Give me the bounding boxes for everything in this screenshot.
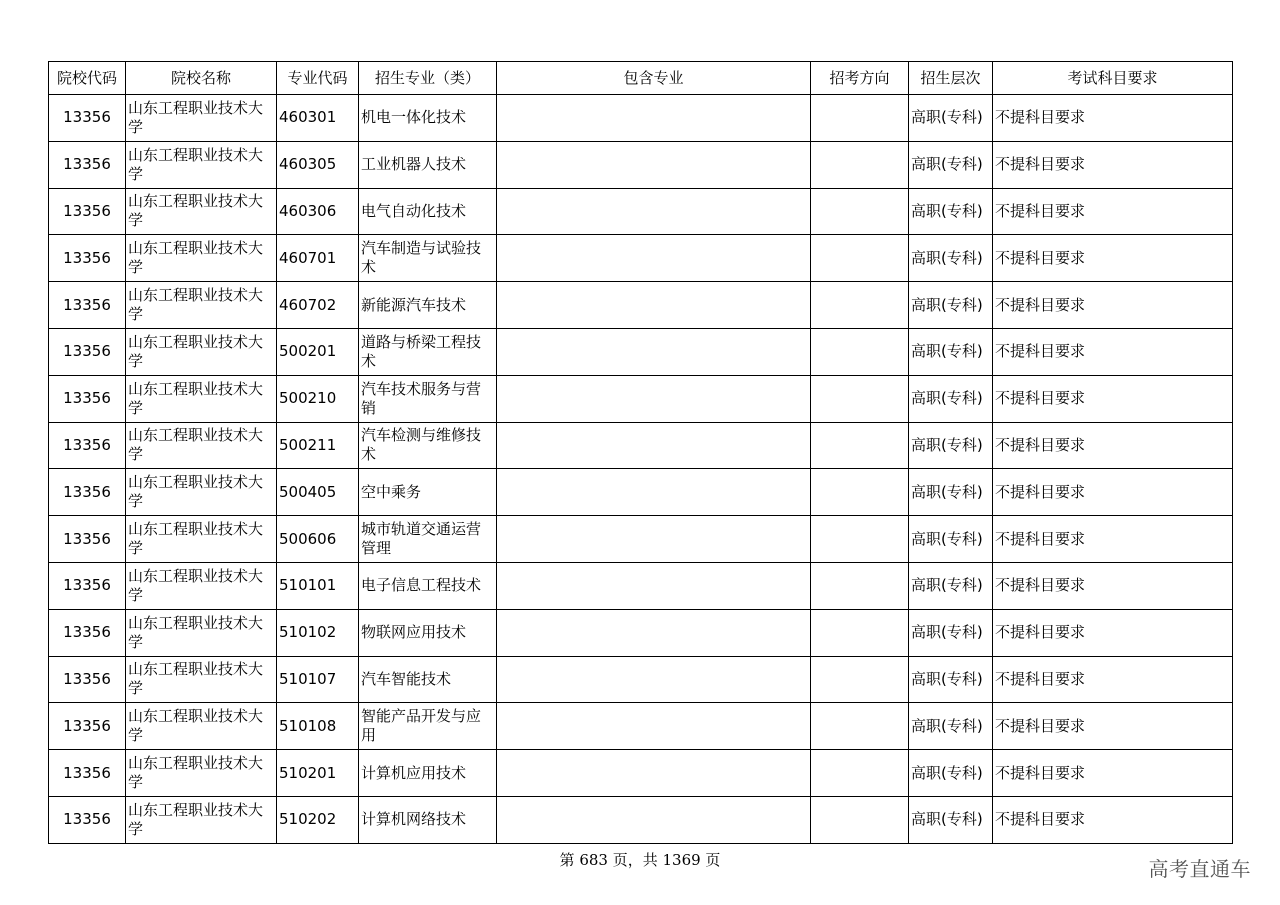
cell-requirement: 不提科目要求 xyxy=(993,469,1233,516)
table-row xyxy=(49,796,1233,843)
admission-table xyxy=(48,61,1233,844)
cell-included-majors xyxy=(497,375,811,422)
table-row xyxy=(49,609,1233,656)
cell-included-majors xyxy=(497,562,811,609)
cell-included-majors xyxy=(497,188,811,235)
watermark: 高考直通车 xyxy=(1148,857,1251,881)
cell-major-code: 510202 xyxy=(277,796,359,843)
cell-direction xyxy=(811,141,909,188)
table-row xyxy=(49,469,1233,516)
cell-included-majors xyxy=(497,656,811,703)
table-row xyxy=(49,562,1233,609)
cell-included-majors xyxy=(497,469,811,516)
cell-included-majors xyxy=(497,282,811,329)
table-body xyxy=(49,95,1233,844)
cell-requirement: 不提科目要求 xyxy=(993,609,1233,656)
table-row xyxy=(49,188,1233,235)
cell-school-name: 山东工程职业技术大学 xyxy=(126,141,277,188)
cell-direction xyxy=(811,562,909,609)
cell-school-code: 13356 xyxy=(49,141,126,188)
cell-level: 高职(专科) xyxy=(909,141,993,188)
cell-school-name: 山东工程职业技术大学 xyxy=(126,95,277,142)
header-major-code: 专业代码 xyxy=(277,62,359,95)
cell-major-code: 500201 xyxy=(277,328,359,375)
cell-included-majors xyxy=(497,141,811,188)
cell-major-code: 500210 xyxy=(277,375,359,422)
cell-direction xyxy=(811,188,909,235)
cell-major-code: 510101 xyxy=(277,562,359,609)
table-row xyxy=(49,750,1233,797)
cell-major-code: 500606 xyxy=(277,516,359,563)
cell-direction xyxy=(811,282,909,329)
cell-level: 高职(专科) xyxy=(909,95,993,142)
header-school-code: 院校代码 xyxy=(49,62,126,95)
cell-major: 汽车技术服务与营销 xyxy=(359,375,497,422)
cell-major-code: 460306 xyxy=(277,188,359,235)
cell-major-code: 460301 xyxy=(277,95,359,142)
cell-requirement: 不提科目要求 xyxy=(993,95,1233,142)
cell-level: 高职(专科) xyxy=(909,282,993,329)
cell-direction xyxy=(811,703,909,750)
cell-included-majors xyxy=(497,750,811,797)
cell-major: 机电一体化技术 xyxy=(359,95,497,142)
cell-major: 汽车制造与试验技术 xyxy=(359,235,497,282)
cell-school-name: 山东工程职业技术大学 xyxy=(126,562,277,609)
cell-school-code: 13356 xyxy=(49,796,126,843)
cell-major-code: 510201 xyxy=(277,750,359,797)
cell-requirement: 不提科目要求 xyxy=(993,141,1233,188)
header-requirement: 考试科目要求 xyxy=(993,62,1233,95)
cell-included-majors xyxy=(497,235,811,282)
cell-included-majors xyxy=(497,422,811,469)
cell-school-name: 山东工程职业技术大学 xyxy=(126,469,277,516)
cell-level: 高职(专科) xyxy=(909,656,993,703)
cell-school-code: 13356 xyxy=(49,95,126,142)
cell-school-name: 山东工程职业技术大学 xyxy=(126,750,277,797)
cell-direction xyxy=(811,375,909,422)
cell-major: 电气自动化技术 xyxy=(359,188,497,235)
table-header-row xyxy=(49,62,1233,95)
cell-major: 计算机应用技术 xyxy=(359,750,497,797)
cell-major: 汽车智能技术 xyxy=(359,656,497,703)
cell-included-majors xyxy=(497,328,811,375)
cell-requirement: 不提科目要求 xyxy=(993,750,1233,797)
cell-requirement: 不提科目要求 xyxy=(993,375,1233,422)
cell-major-code: 460701 xyxy=(277,235,359,282)
table-row xyxy=(49,516,1233,563)
cell-included-majors xyxy=(497,796,811,843)
cell-school-name: 山东工程职业技术大学 xyxy=(126,328,277,375)
cell-requirement: 不提科目要求 xyxy=(993,235,1233,282)
cell-school-code: 13356 xyxy=(49,375,126,422)
cell-included-majors xyxy=(497,703,811,750)
cell-level: 高职(专科) xyxy=(909,562,993,609)
cell-school-code: 13356 xyxy=(49,422,126,469)
cell-level: 高职(专科) xyxy=(909,609,993,656)
cell-major-code: 500211 xyxy=(277,422,359,469)
cell-requirement: 不提科目要求 xyxy=(993,562,1233,609)
cell-school-code: 13356 xyxy=(49,703,126,750)
cell-school-name: 山东工程职业技术大学 xyxy=(126,375,277,422)
cell-direction xyxy=(811,469,909,516)
cell-school-code: 13356 xyxy=(49,469,126,516)
cell-level: 高职(专科) xyxy=(909,796,993,843)
cell-direction xyxy=(811,796,909,843)
cell-major: 道路与桥梁工程技术 xyxy=(359,328,497,375)
table-row xyxy=(49,282,1233,329)
cell-major: 空中乘务 xyxy=(359,469,497,516)
cell-level: 高职(专科) xyxy=(909,188,993,235)
cell-level: 高职(专科) xyxy=(909,516,993,563)
header-school-name: 院校名称 xyxy=(126,62,277,95)
cell-school-name: 山东工程职业技术大学 xyxy=(126,235,277,282)
cell-level: 高职(专科) xyxy=(909,375,993,422)
cell-requirement: 不提科目要求 xyxy=(993,656,1233,703)
cell-included-majors xyxy=(497,95,811,142)
header-level: 招生层次 xyxy=(909,62,993,95)
table-row xyxy=(49,703,1233,750)
cell-direction xyxy=(811,235,909,282)
cell-level: 高职(专科) xyxy=(909,235,993,282)
cell-direction xyxy=(811,750,909,797)
table-row xyxy=(49,141,1233,188)
cell-major: 工业机器人技术 xyxy=(359,141,497,188)
table-row xyxy=(49,95,1233,142)
cell-major: 汽车检测与维修技术 xyxy=(359,422,497,469)
cell-school-code: 13356 xyxy=(49,562,126,609)
cell-school-code: 13356 xyxy=(49,235,126,282)
cell-major: 物联网应用技术 xyxy=(359,609,497,656)
cell-school-code: 13356 xyxy=(49,656,126,703)
cell-school-code: 13356 xyxy=(49,328,126,375)
cell-level: 高职(专科) xyxy=(909,328,993,375)
header-included-majors: 包含专业 xyxy=(497,62,811,95)
cell-included-majors xyxy=(497,516,811,563)
cell-major-code: 510102 xyxy=(277,609,359,656)
cell-direction xyxy=(811,328,909,375)
cell-major: 新能源汽车技术 xyxy=(359,282,497,329)
cell-school-name: 山东工程职业技术大学 xyxy=(126,703,277,750)
cell-major: 城市轨道交通运营管理 xyxy=(359,516,497,563)
cell-requirement: 不提科目要求 xyxy=(993,796,1233,843)
cell-school-code: 13356 xyxy=(49,188,126,235)
cell-requirement: 不提科目要求 xyxy=(993,328,1233,375)
table-row xyxy=(49,328,1233,375)
table-row xyxy=(49,422,1233,469)
cell-school-code: 13356 xyxy=(49,516,126,563)
cell-direction xyxy=(811,422,909,469)
cell-direction xyxy=(811,656,909,703)
cell-school-name: 山东工程职业技术大学 xyxy=(126,188,277,235)
header-major: 招生专业（类） xyxy=(359,62,497,95)
cell-requirement: 不提科目要求 xyxy=(993,422,1233,469)
cell-major-code: 510107 xyxy=(277,656,359,703)
table-row xyxy=(49,235,1233,282)
table-row xyxy=(49,375,1233,422)
cell-school-code: 13356 xyxy=(49,750,126,797)
cell-major-code: 500405 xyxy=(277,469,359,516)
cell-school-name: 山东工程职业技术大学 xyxy=(126,422,277,469)
cell-level: 高职(专科) xyxy=(909,750,993,797)
cell-school-name: 山东工程职业技术大学 xyxy=(126,282,277,329)
cell-school-name: 山东工程职业技术大学 xyxy=(126,796,277,843)
cell-level: 高职(专科) xyxy=(909,703,993,750)
cell-requirement: 不提科目要求 xyxy=(993,282,1233,329)
cell-direction xyxy=(811,95,909,142)
cell-major: 智能产品开发与应用 xyxy=(359,703,497,750)
cell-school-name: 山东工程职业技术大学 xyxy=(126,609,277,656)
cell-direction xyxy=(811,516,909,563)
cell-major: 计算机网络技术 xyxy=(359,796,497,843)
cell-included-majors xyxy=(497,609,811,656)
header-direction: 招考方向 xyxy=(811,62,909,95)
cell-requirement: 不提科目要求 xyxy=(993,188,1233,235)
cell-school-code: 13356 xyxy=(49,609,126,656)
cell-school-code: 13356 xyxy=(49,282,126,329)
cell-requirement: 不提科目要求 xyxy=(993,516,1233,563)
cell-level: 高职(专科) xyxy=(909,469,993,516)
cell-direction xyxy=(811,609,909,656)
cell-school-name: 山东工程职业技术大学 xyxy=(126,516,277,563)
cell-school-name: 山东工程职业技术大学 xyxy=(126,656,277,703)
cell-level: 高职(专科) xyxy=(909,422,993,469)
cell-requirement: 不提科目要求 xyxy=(993,703,1233,750)
cell-major-code: 460305 xyxy=(277,141,359,188)
cell-major-code: 460702 xyxy=(277,282,359,329)
cell-major-code: 510108 xyxy=(277,703,359,750)
page-number: 第 683 页，共 1369 页 xyxy=(559,851,721,869)
table-row xyxy=(49,656,1233,703)
cell-major: 电子信息工程技术 xyxy=(359,562,497,609)
